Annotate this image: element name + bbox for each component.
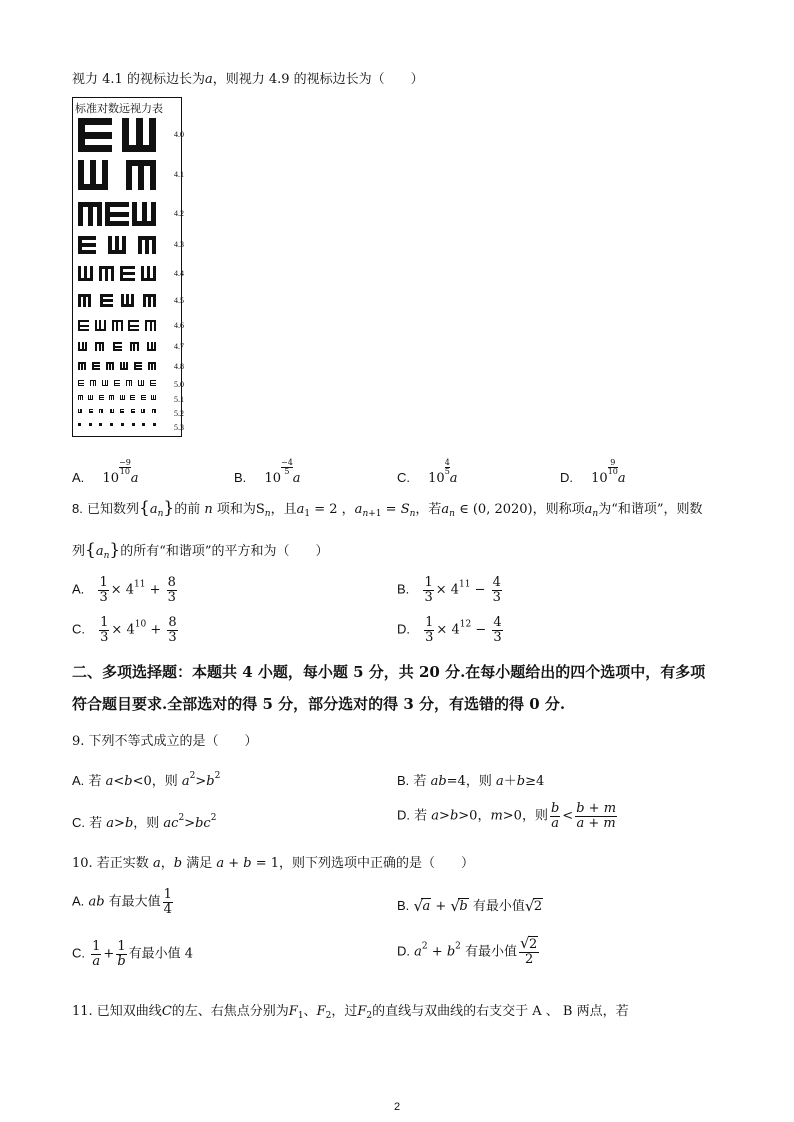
- q7-option-d[interactable]: D. 10 $\frac{9}{10}$ a: [560, 458, 626, 486]
- chart-row: [78, 160, 184, 190]
- chart-level-label: 4.8: [174, 362, 184, 371]
- q8-stem-line1: 8. 已知数列$\{a_n\}$的前 n 项和为$S_n$，且$a_1 = 2$ ，$a_{n+1} = S_n$，若$a_n$ ∈ (0, 2020)，则称项$a_n$为“和谐项”，则数: [72, 498, 703, 519]
- optotype-e-icon: [138, 380, 144, 386]
- optotype-e-icon: [78, 362, 86, 370]
- chart-row: [78, 395, 184, 404]
- optotype-e-icon: [110, 423, 113, 426]
- optotype-e-icon: [150, 380, 156, 386]
- chart-level-label: 4.3: [174, 240, 184, 249]
- optotype-e-icon: [131, 409, 135, 413]
- chart-level-label: 4.2: [174, 209, 184, 218]
- optotype-e-icon: [128, 320, 139, 331]
- optotype-e-icon: [99, 423, 102, 426]
- optotype-e-icon: [130, 342, 139, 351]
- chart-row: [78, 342, 184, 351]
- chart-row: [78, 362, 184, 371]
- optotype-e-icon: [89, 423, 92, 426]
- optotype-e-icon: [78, 342, 87, 351]
- optotype-e-icon: [78, 236, 96, 254]
- optotype-e-icon: [126, 160, 156, 190]
- q9-option-d[interactable]: D. 若 a>b>0，m>0，则 $\frac{b}{a}$ < $\frac{b + m}{a + m}$: [397, 801, 617, 831]
- optotype-e-icon: [120, 409, 124, 413]
- optotype-e-icon: [145, 320, 156, 331]
- optotype-e-icon: [102, 380, 108, 386]
- chart-row: [78, 380, 184, 389]
- chart-level-label: 4.5: [174, 295, 184, 305]
- optotype-e-icon: [99, 395, 104, 400]
- optotype-e-icon: [143, 294, 156, 307]
- chart-level-label: 4.0: [174, 130, 184, 139]
- q10-option-d[interactable]: D. $a^2 + b^2$ 有最小值 √ 2 2: [397, 934, 538, 967]
- optotype-e-icon: [78, 423, 81, 426]
- page-number: 2: [394, 1101, 401, 1113]
- optotype-e-icon: [141, 395, 146, 400]
- optotype-e-icon: [78, 380, 84, 386]
- chart-level-label: 5.0: [174, 380, 184, 389]
- optotype-e-icon: [78, 202, 102, 226]
- optotype-e-icon: [92, 362, 100, 370]
- q8-option-d[interactable]: D. $\frac{1}{3}$ × $4^{12}$ − $\frac{4}{3}$: [397, 615, 502, 645]
- q7-option-c[interactable]: C. 10 $\frac{4}{5}$ a: [397, 458, 458, 486]
- optotype-e-icon: [151, 395, 156, 400]
- q9-option-c[interactable]: C. 若 a>b，则 $ac^2>bc^2$: [72, 813, 217, 831]
- optotype-e-icon: [88, 395, 93, 400]
- optotype-e-icon: [134, 362, 142, 370]
- optotype-e-icon: [126, 380, 132, 386]
- eye-chart: [72, 97, 182, 437]
- q8-option-a[interactable]: A. $\frac{1}{3}$ × $4^{11}$ + $\frac{8}{3}$: [72, 575, 176, 605]
- optotype-e-icon: [110, 409, 114, 413]
- optotype-e-icon: [121, 294, 134, 307]
- optotype-e-icon: [114, 380, 120, 386]
- optotype-e-icon: [78, 395, 83, 400]
- optotype-e-icon: [89, 409, 93, 413]
- exponent: $\frac{4}{5}$: [444, 458, 450, 476]
- q9-option-b[interactable]: B. 若 ab=4，则 a＋b≥4: [397, 773, 545, 789]
- optotype-e-icon: [78, 409, 82, 413]
- q10-option-b[interactable]: B. √ a + √ b 有最小值 √ 2: [397, 897, 543, 915]
- chart-level-label: 4.6: [174, 320, 184, 330]
- optotype-e-icon: [138, 236, 156, 254]
- chart-level-label: 4.1: [174, 170, 184, 179]
- optotype-e-icon: [130, 395, 135, 400]
- q8-option-c[interactable]: C. $\frac{1}{3}$ × $4^{10}$ + $\frac{8}{3}$: [72, 615, 177, 645]
- optotype-e-icon: [108, 236, 126, 254]
- optotype-e-icon: [142, 423, 145, 426]
- chart-row: [78, 118, 184, 152]
- optotype-e-icon: [148, 362, 156, 370]
- optotype-e-icon: [141, 409, 145, 413]
- q7-option-a[interactable]: A. 10 $\frac{-9}{10}$ a: [72, 458, 139, 486]
- q10-stem: 10. 若正实数 a，b 满足 a + b = 1，则下列选项中正确的是（ ）: [72, 856, 475, 871]
- q7-stem: 视力 4.1 的视标边长为a，则视力 4.9 的视标边长为（ ）: [72, 72, 424, 87]
- q9-stem: 9. 下列不等式成立的是（ ）: [72, 734, 258, 749]
- optotype-e-icon: [153, 423, 156, 426]
- optotype-e-icon: [132, 202, 156, 226]
- optotype-e-icon: [99, 409, 103, 413]
- q10-option-a[interactable]: A. ab 有最大值 $\frac{1}{4}$: [72, 887, 172, 917]
- optotype-e-icon: [100, 294, 113, 307]
- optotype-e-icon: [147, 342, 156, 351]
- optotype-e-icon: [122, 118, 156, 152]
- q7-option-b[interactable]: B. 10 $\frac{-4}{5}$ a: [234, 458, 301, 486]
- chart-row: [78, 423, 184, 432]
- optotype-e-icon: [106, 362, 114, 370]
- q11-stem: 11. 已知双曲线C的左、右焦点分别为$F_1$、$F_2$，过$F_2$的直线与双曲线的右支交于 A 、 B 两点，若: [72, 1004, 629, 1021]
- section-heading-line1: 二、多项选择题：本题共 4 小题，每小题 5 分，共 20 分.在每小题给出的四个选项中，有多项: [72, 663, 706, 681]
- optotype-e-icon: [78, 266, 93, 281]
- optotype-e-icon: [113, 342, 122, 351]
- optotype-e-icon: [120, 362, 128, 370]
- optotype-e-icon: [99, 266, 114, 281]
- chart-row: [78, 320, 184, 331]
- q9-option-a[interactable]: A. 若 a<b<0，则 $a^2>b^2$: [72, 771, 221, 789]
- q10-option-c[interactable]: C. $\frac{1}{a}$ + $\frac{1}{b}$ 有最小值 4: [72, 939, 194, 969]
- chart-row: [78, 294, 184, 307]
- optotype-e-icon: [121, 423, 124, 426]
- optotype-e-icon: [95, 320, 106, 331]
- chart-row: [78, 202, 184, 226]
- optotype-e-icon: [105, 202, 129, 226]
- chart-level-label: 5.2: [174, 409, 184, 418]
- section-heading-line2: 符合题目要求.全部选对的得 5 分，部分选对的得 3 分，有选错的得 0 分.: [72, 695, 566, 713]
- optotype-e-icon: [112, 320, 123, 331]
- chart-row: [78, 266, 184, 281]
- chart-title: 标准对数远视力表: [75, 103, 163, 115]
- chart-level-label: 4.7: [174, 342, 184, 351]
- q8-stem-line2: 列$\{a_n\}$的所有“和谐项”的平方和为（ ）: [72, 540, 329, 561]
- optotype-e-icon: [78, 294, 91, 307]
- exponent: $\frac{-4}{5}$: [280, 458, 293, 476]
- q8-option-b[interactable]: B. $\frac{1}{3}$ × $4^{11}$ − $\frac{4}{3}$: [397, 575, 501, 605]
- exponent: $\frac{9}{10}$: [607, 458, 618, 476]
- optotype-e-icon: [90, 380, 96, 386]
- chart-row: [78, 409, 184, 418]
- chart-row: [78, 236, 184, 254]
- optotype-e-icon: [109, 395, 114, 400]
- chart-level-label: 4.4: [174, 268, 184, 278]
- chart-level-label: 5.1: [174, 395, 184, 404]
- optotype-e-icon: [78, 118, 112, 152]
- chart-level-label: 5.3: [174, 423, 184, 432]
- optotype-e-icon: [120, 395, 125, 400]
- optotype-e-icon: [95, 342, 104, 351]
- exponent: $\frac{-9}{10}$: [118, 458, 131, 476]
- optotype-e-icon: [120, 266, 135, 281]
- optotype-e-icon: [141, 266, 156, 281]
- optotype-e-icon: [78, 160, 108, 190]
- optotype-e-icon: [132, 423, 135, 426]
- optotype-e-icon: [152, 409, 156, 413]
- optotype-e-icon: [78, 320, 89, 331]
